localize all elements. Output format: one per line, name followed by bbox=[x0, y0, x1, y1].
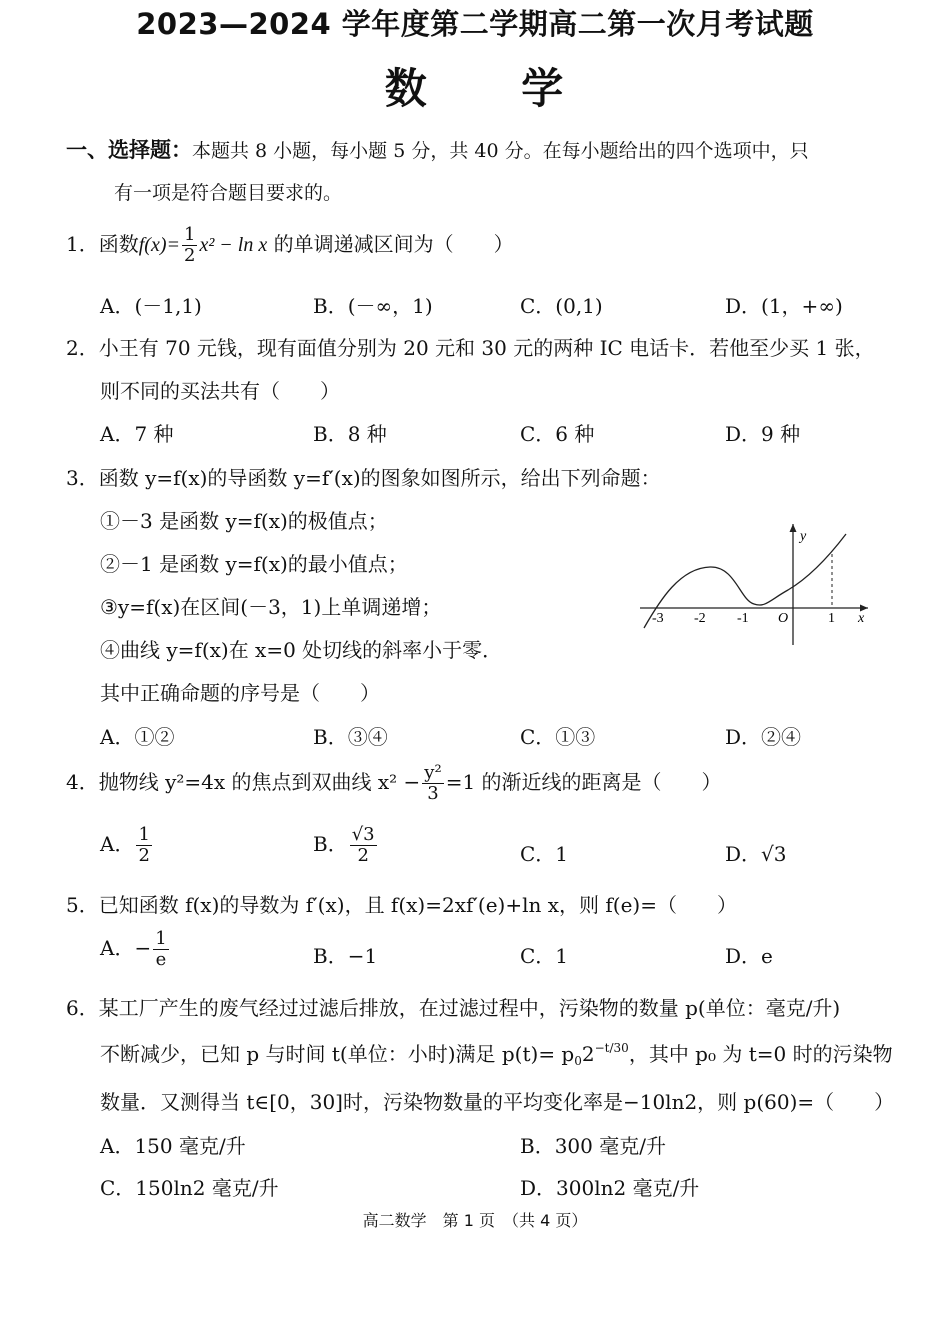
q1-frac-num: 1 bbox=[183, 224, 196, 245]
question-2 bbox=[66, 332, 875, 361]
q3-item-3: ③y=f(x)在区间(－3，1)上单调递增； bbox=[100, 595, 442, 619]
q1-func: f(x)= bbox=[138, 234, 180, 256]
q5-option-a-num: 1 bbox=[155, 928, 167, 949]
origin-label: O bbox=[778, 611, 789, 626]
q5-option-a-den: e bbox=[155, 949, 167, 970]
q1-option-c: C．(0,1) bbox=[520, 294, 603, 318]
q4-option-a-fraction bbox=[136, 826, 151, 865]
q5-option-b: B．−1 bbox=[313, 944, 378, 968]
q4-option-c: C．1 bbox=[520, 842, 569, 866]
q5-option-c: C．1 bbox=[520, 944, 569, 968]
q3-item-2: ②－1 是函数 y=f(x)的最小值点； bbox=[100, 552, 408, 576]
q6-line3: 数量．又测得当 t∈[0，30]时，污染物数量的平均变化率是−10ln2，则 p(60)=（ ） bbox=[100, 1090, 895, 1114]
y-axis-label: y bbox=[800, 529, 807, 544]
q4-option-b-label: B． bbox=[313, 832, 348, 856]
q6-option-c: C．150ln2 毫克/升 bbox=[100, 1176, 279, 1200]
q2-option-c: C．6 种 bbox=[520, 422, 595, 446]
q1-text-b: 的单调递减区间为（ ） bbox=[267, 232, 514, 256]
q5-option-a-fraction bbox=[153, 930, 168, 969]
q6-line2-sub: 0 bbox=[574, 1054, 582, 1068]
exam-title: 2023—2024 学年度第二学期高二第一次月考试题 bbox=[136, 7, 814, 41]
q4-option-d: D．√3 bbox=[725, 842, 787, 866]
q4-text-a: 抛物线 y²=4x 的焦点到双曲线 x² − bbox=[98, 770, 421, 794]
question-number: 2． bbox=[66, 336, 99, 360]
q5-text: 已知函数 f(x)的导数为 f′(x)，且 f(x)=2xf′(e)+ln x，则 f(e)=（ ） bbox=[98, 893, 737, 917]
q4-frac-num: y² bbox=[424, 762, 442, 783]
question-4 bbox=[66, 764, 722, 803]
q2-option-d: D．9 种 bbox=[725, 422, 801, 446]
section-heading bbox=[66, 134, 809, 164]
q1-option-d: D．(1，+∞) bbox=[725, 294, 843, 318]
q4-option-b bbox=[313, 826, 379, 865]
section-label: 一、选择题： bbox=[66, 138, 192, 162]
q6-line2-sup: −t/30 bbox=[594, 1041, 629, 1055]
q1-option-b: B．(－∞，1) bbox=[313, 294, 433, 318]
q1-fraction bbox=[182, 226, 197, 265]
q6-line2 bbox=[100, 1038, 893, 1068]
q4-option-a-num: 1 bbox=[138, 824, 150, 845]
q6-option-d: D．300ln2 毫克/升 bbox=[520, 1176, 700, 1200]
q6-line2-c: ，其中 p₀ 为 t=0 时的污染物 bbox=[628, 1042, 893, 1066]
q5-option-a bbox=[100, 930, 171, 969]
question-number: 6． bbox=[66, 996, 99, 1020]
x-axis-label: x bbox=[858, 611, 865, 626]
question-6 bbox=[66, 992, 840, 1021]
q4-fraction bbox=[422, 764, 443, 803]
page-footer: 高二数学 第 1 页 （共 4 页） bbox=[362, 1211, 588, 1230]
q1-frac-den: 2 bbox=[183, 245, 196, 266]
tick-label-neg2: -2 bbox=[694, 611, 706, 626]
q3-item-4: ④曲线 y=f(x)在 x=0 处切线的斜率小于零． bbox=[100, 638, 503, 662]
tick-label-neg1: -1 bbox=[737, 611, 749, 626]
q2-option-b: B．8 种 bbox=[313, 422, 387, 446]
q4-option-b-den: 2 bbox=[357, 845, 369, 866]
tick-label-neg3: -3 bbox=[652, 611, 664, 626]
section-note-continued: 有一项是符合题目要求的。 bbox=[114, 182, 343, 204]
q2-line2: 则不同的买法共有（ ） bbox=[100, 379, 340, 403]
q5-option-a-label: A．− bbox=[100, 936, 152, 960]
q6-line1: 某工厂产生的废气经过过滤后排放，在过滤过程中，污染物的数量 p(单位：毫克/升) bbox=[98, 996, 841, 1020]
tick-label-1: 1 bbox=[828, 611, 835, 626]
q3-prompt: 其中正确命题的序号是（ ） bbox=[100, 681, 380, 705]
q1-text-a: 函数 bbox=[98, 232, 139, 256]
question-number: 5． bbox=[66, 893, 99, 917]
q3-option-a: A．①② bbox=[100, 725, 175, 749]
q4-option-b-fraction bbox=[350, 826, 377, 865]
q4-option-a-label: A． bbox=[100, 832, 135, 856]
subject-title: 数 学 bbox=[384, 64, 604, 113]
q6-line2-a: 不断减少，已知 p 与时间 t(单位：小时)满足 p(t)= p bbox=[100, 1042, 575, 1066]
question-5 bbox=[66, 889, 737, 918]
question-number: 1． bbox=[66, 232, 99, 256]
question-number: 3． bbox=[66, 466, 99, 490]
q2-line1: 小王有 70 元钱，现有面值分别为 20 元和 30 元的两种 IC 电话卡．若他至少买 1 张， bbox=[98, 336, 875, 360]
question-number: 4． bbox=[66, 770, 99, 794]
q4-option-a-den: 2 bbox=[138, 845, 150, 866]
q1-expr: x² − ln x bbox=[199, 234, 268, 256]
q4-frac-den: 3 bbox=[427, 783, 439, 804]
question-3 bbox=[66, 462, 661, 491]
q1-option-a: A．(－1,1) bbox=[100, 294, 202, 318]
q6-line2-b: 2 bbox=[581, 1042, 595, 1066]
q3-line1: 函数 y=f(x)的导函数 y=f′(x)的图象如图所示，给出下列命题： bbox=[98, 466, 661, 490]
q3-item-1: ①－3 是函数 y=f(x)的极值点； bbox=[100, 509, 388, 533]
q3-option-c: C．①③ bbox=[520, 725, 596, 749]
q4-text-b: =1 的渐近线的距离是（ ） bbox=[445, 770, 722, 794]
q6-option-b: B．300 毫克/升 bbox=[520, 1134, 666, 1158]
derivative-graph bbox=[640, 520, 880, 650]
q3-option-d: D．②④ bbox=[725, 725, 802, 749]
q6-option-a: A．150 毫克/升 bbox=[100, 1134, 246, 1158]
q4-option-b-num: √3 bbox=[351, 824, 375, 845]
q3-option-b: B．③④ bbox=[313, 725, 388, 749]
q4-option-a bbox=[100, 826, 154, 865]
section-note: 本题共 8 小题，每小题 5 分，共 40 分。在每小题给出的四个选项中，只 bbox=[192, 140, 809, 162]
question-1 bbox=[66, 226, 514, 265]
q2-option-a: A．7 种 bbox=[100, 422, 174, 446]
q5-option-d: D．e bbox=[725, 944, 773, 968]
y-axis-arrow bbox=[790, 524, 797, 532]
